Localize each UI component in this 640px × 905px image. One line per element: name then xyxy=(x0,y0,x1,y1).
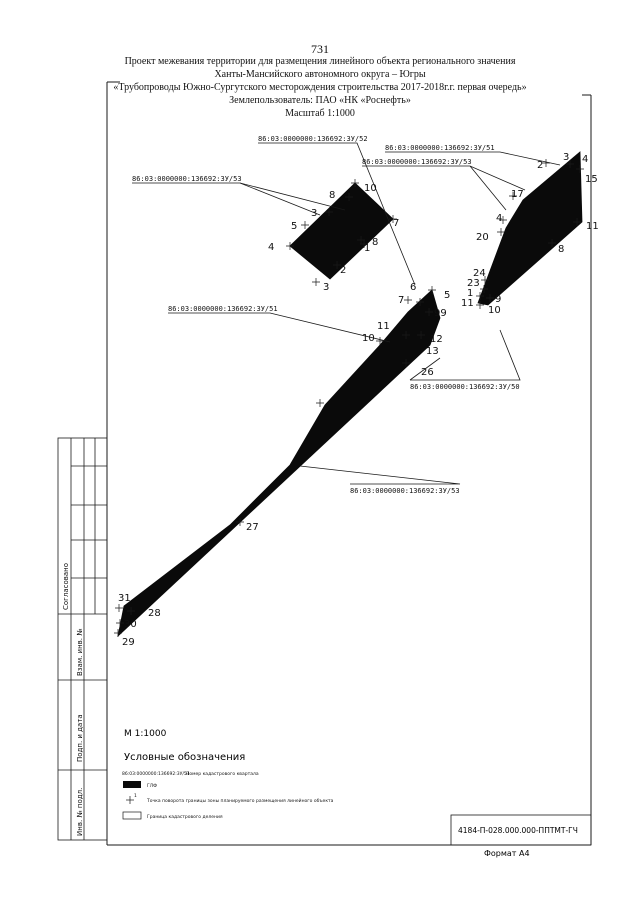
point-number: 6 xyxy=(410,282,417,293)
title-line-5: Масштаб 1:1000 xyxy=(285,108,355,119)
point-number: 7 xyxy=(398,295,405,306)
point-number: 3 xyxy=(563,152,570,163)
point-number: 29 xyxy=(122,637,135,648)
point-number: 11 xyxy=(461,298,474,309)
legend-heading: Условные обозначения xyxy=(124,752,246,763)
legend-boundary-swatch xyxy=(123,812,141,819)
parcel-label-50: 86:03:0000000:136692:3У/50 xyxy=(410,383,520,391)
page-number: 731 xyxy=(311,42,329,56)
legend-boundary-text: Граница кадастрового деления xyxy=(147,815,223,820)
stamp-approved: Согласовано xyxy=(62,562,70,610)
point-number: 4 xyxy=(496,213,503,224)
point-number: 2 xyxy=(537,160,544,171)
legend-scale: М 1:1000 xyxy=(124,729,167,739)
parcel-upper-right xyxy=(478,152,582,305)
parcel-main-strip xyxy=(118,290,440,636)
legend xyxy=(122,729,334,820)
point-number: 4 xyxy=(268,242,275,253)
parcel-label-51-left: 86:03:0000000:136692:3У/51 xyxy=(168,305,278,313)
point-number: 10 xyxy=(362,333,375,344)
point-number: 5 xyxy=(444,290,451,301)
title-line-1: Проект межевания территории для размещения линейного объекта регионального значения xyxy=(124,56,516,67)
parcel-label-51-right: 86:03:0000000:136692:3У/51 xyxy=(385,144,495,152)
point-number: 4 xyxy=(582,154,589,165)
point-number: 13 xyxy=(426,346,439,357)
doc-code: 4184-П-028.000.000-ППТМТ-ГЧ xyxy=(458,826,578,835)
point-number: 11 xyxy=(377,321,390,332)
title-line-2: Ханты-Мансийского автономного округа – Югры xyxy=(214,69,426,80)
point-number: 8 xyxy=(372,237,379,248)
point-number: 3 xyxy=(311,208,318,219)
point-number: 9 xyxy=(495,294,502,305)
point-number: 17 xyxy=(511,189,524,200)
point-number: 31 xyxy=(118,593,131,604)
parcel-label-53-right: 86:03:0000000:136692:3У/53 xyxy=(362,158,472,166)
legend-cad-text: Номер кадастрового квартала xyxy=(186,772,259,777)
stamp-sign-date: Подп. и дата xyxy=(76,714,84,762)
point-number: 1 xyxy=(364,243,371,254)
point-number: 7 xyxy=(393,218,400,229)
legend-cad-symbol: 86:03:0000000:136692:3У/51 xyxy=(122,772,190,777)
stamp-inv-original: Инв. № подл. xyxy=(76,787,84,836)
point-number: 10 xyxy=(364,183,377,194)
point-number: 23 xyxy=(467,278,480,289)
point-number: 12 xyxy=(430,334,443,345)
stamp-replaced-inv: Взам. инв. № xyxy=(76,628,84,676)
parcel-label-53-main: 86:03:0000000:136692:3У/53 xyxy=(350,487,460,495)
point-number: 2 xyxy=(340,265,347,276)
point-number: 20 xyxy=(476,232,489,243)
point-number: 3 xyxy=(323,282,330,293)
parcel-label-53-left: 86:03:0000000:136692:3У/53 xyxy=(132,175,242,183)
title-line-3: «Трубопроводы Южно-Сургутского месторождения строительства 2017-2018г.г. первая очередь» xyxy=(113,82,527,93)
title-line-4: Землепользователь: ПАО «НК «Роснефть» xyxy=(229,95,411,106)
parcel-shapes xyxy=(118,152,582,636)
point-number: 8 xyxy=(329,190,336,201)
point-number: 28 xyxy=(148,608,161,619)
point-number: 8 xyxy=(558,244,565,255)
point-number: 1 xyxy=(467,288,474,299)
legend-point-text: Точка поворота границы зоны планируемого размещения линейного объекта xyxy=(147,799,334,804)
point-number: 30 xyxy=(124,619,137,630)
legend-fill-swatch xyxy=(123,781,141,788)
legend-point-symbol: 1 xyxy=(134,794,137,799)
point-number: 11 xyxy=(586,221,599,232)
point-number: 27 xyxy=(246,522,259,533)
point-number: 10 xyxy=(488,305,501,316)
format-label: Формат А4 xyxy=(484,849,530,858)
point-number: 99 xyxy=(434,308,447,319)
point-number: 15 xyxy=(585,174,598,185)
point-number: 5 xyxy=(291,221,298,232)
point-number: 26 xyxy=(421,367,434,378)
legend-fill-text: ГЛФ xyxy=(147,784,158,789)
parcel-label-52: 86:03:0000000:136692:3У/52 xyxy=(258,135,368,143)
point-number: 24 xyxy=(473,268,486,279)
legend-point-icon xyxy=(126,796,134,804)
